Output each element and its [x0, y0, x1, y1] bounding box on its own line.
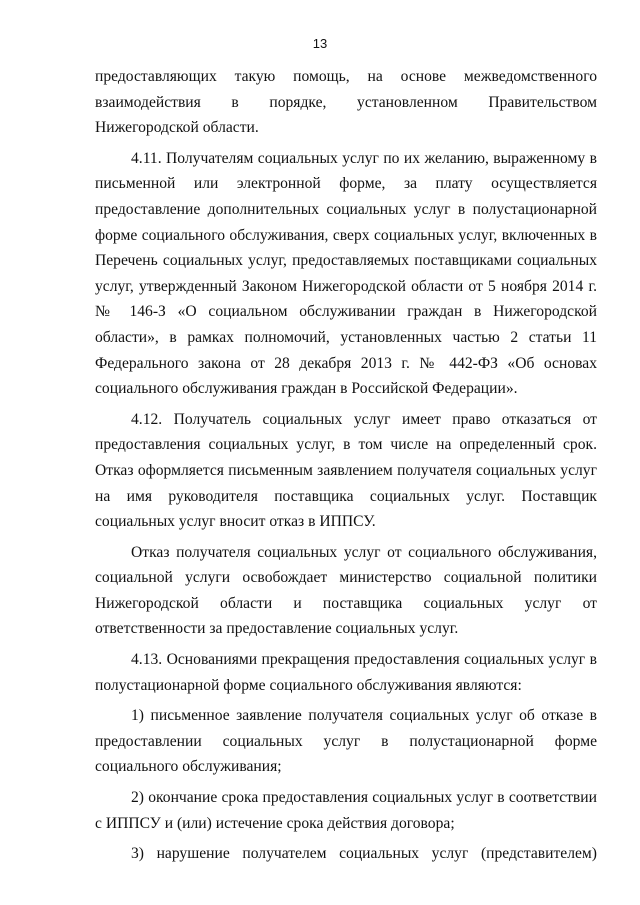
- list-item-1: 1) письменное заявление получателя социальных услуг об отказе в предоставлении социальных услуг в полустационарной форме социального обслуживания;: [95, 707, 597, 776]
- document-body: [95, 64, 597, 867]
- list-item-3: 3) нарушение получателем социальных услуг (представителем): [131, 845, 597, 863]
- list-item-2: 2) окончание срока предоставления социальных услуг в соответствии с ИППСУ и (или) истечение срока действия договора;: [95, 789, 597, 832]
- paragraph-4-11: 4.11. Получателям социальных услуг по их желанию, выраженному в письменной или электронной форме, за плату осуществляется предоставление дополнительных социальных услуг в полустационарной форме социального обслуживания, сверх социальных услуг, включенных в Перечень социальных услуг, предоставляемых поставщиками социальных услуг, утвержденный Законом Нижегородской области от 5 ноября 2014 г. № 146-З «О социальном обслуживании граждан в Нижегородской области», в рамках полномочий, установленных частью 2 статьи 11 Федерального закона от 28 декабря 2013 г. № 442-ФЗ «Об основах социального обслуживания граждан в Российской Федерации».: [95, 149, 597, 398]
- page-number: 13: [312, 36, 328, 51]
- paragraph-4-13: 4.13. Основаниями прекращения предоставления социальных услуг в полустационарной форме социального обслуживания являются:: [95, 651, 597, 694]
- paragraph-4-12: 4.12. Получатель социальных услуг имеет право отказаться от предоставления социальных услуг, в том числе на определенный срок. Отказ оформляется письменным заявлением получателя социальных услуг на имя руководителя поставщика социальных услуг. Поставщик социальных услуг вносит отказ в ИППСУ.: [95, 410, 597, 531]
- paragraph-continuation: предоставляющих такую помощь, на основе межведомственного взаимодействия в порядке, установленном Правительством Нижегородской области.: [95, 68, 597, 137]
- paragraph-refusal: Отказ получателя социальных услуг от социального обслуживания, социальной услуги освобождает министерство социальной политики Нижегородской области и поставщика социальных услуг от ответственности за предоставление социальных услуг.: [95, 543, 597, 638]
